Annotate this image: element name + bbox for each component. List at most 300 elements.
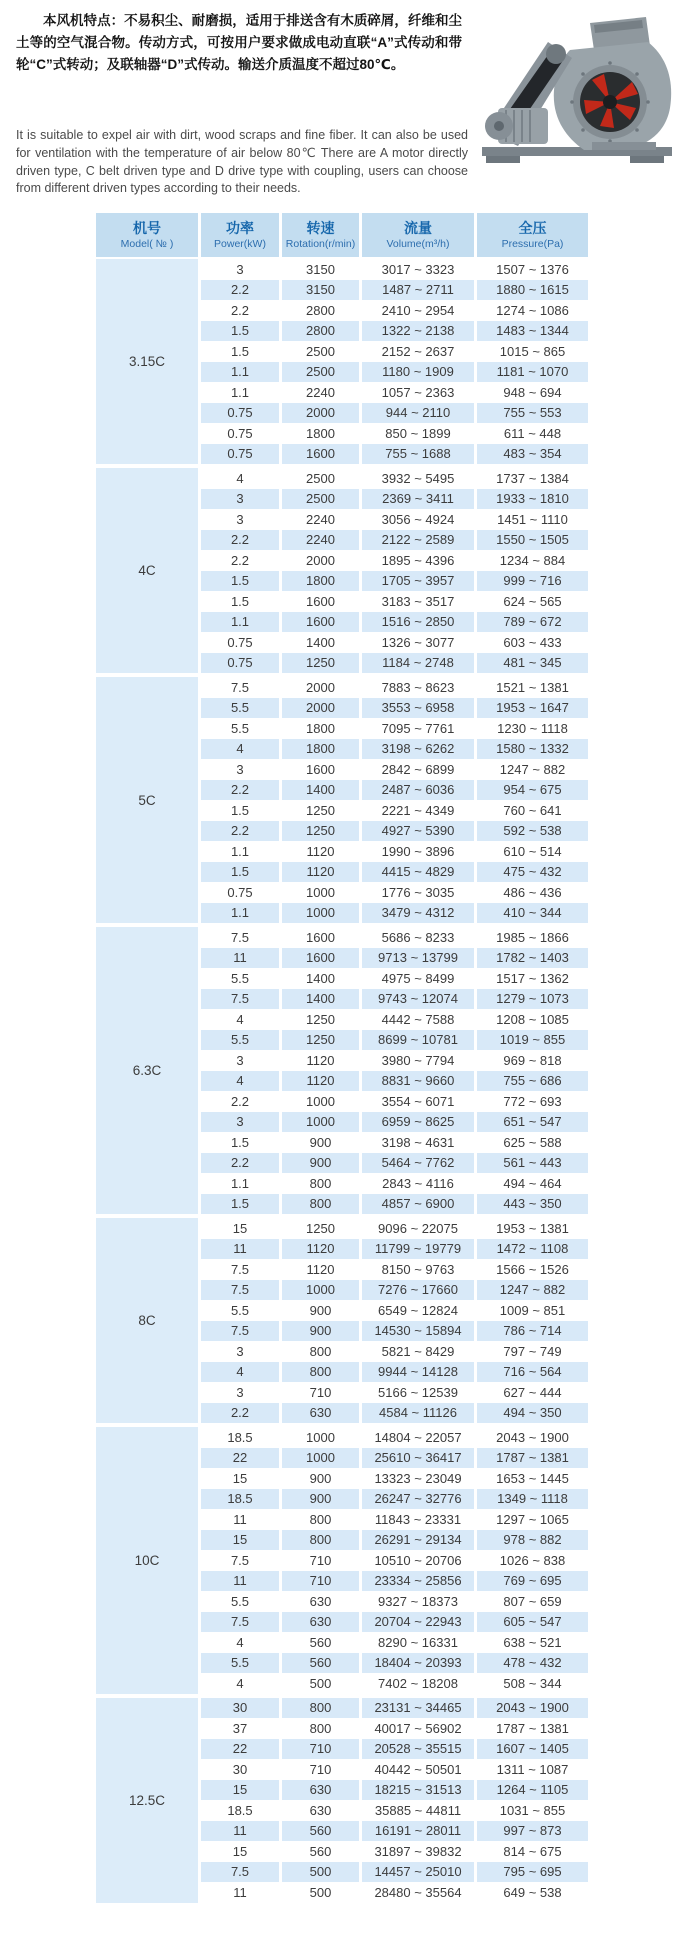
cell-pressure: 410 ~ 344: [477, 903, 588, 924]
cell-rotation: 500: [282, 1862, 362, 1883]
cell-pressure: 954 ~ 675: [477, 780, 588, 801]
cell-power: 5.5: [201, 1300, 282, 1321]
cell-power: 4: [201, 1362, 282, 1383]
header-rotation-zh: 转速: [306, 220, 335, 236]
cell-power: 11: [201, 948, 282, 969]
cell-volume: 3553 ~ 6958: [362, 698, 477, 719]
cell-rotation: 1120: [282, 1259, 362, 1280]
cell-pressure: 610 ~ 514: [477, 841, 588, 862]
table-row: [96, 259, 588, 280]
cell-power: 0.75: [201, 653, 282, 674]
cell-rotation: 2240: [282, 530, 362, 551]
cell-pressure: 1451 ~ 1110: [477, 509, 588, 530]
cell-rotation: 800: [282, 1194, 362, 1215]
cell-volume: 1895 ~ 4396: [362, 550, 477, 571]
cell-rotation: 1120: [282, 1050, 362, 1071]
cell-power: 7.5: [201, 989, 282, 1010]
header-pressure-zh: 全压: [518, 220, 547, 236]
cell-pressure: 1507 ~ 1376: [477, 259, 588, 280]
cell-power: 1.5: [201, 321, 282, 342]
cell-volume: 35885 ~ 44811: [362, 1800, 477, 1821]
cell-rotation: 630: [282, 1591, 362, 1612]
cell-pressure: 1985 ~ 1866: [477, 923, 588, 948]
cell-volume: 2122 ~ 2589: [362, 530, 477, 551]
model-cell: 3.15C: [96, 259, 201, 464]
cell-volume: 1516 ~ 2850: [362, 612, 477, 633]
cell-volume: 3980 ~ 7794: [362, 1050, 477, 1071]
cell-power: 1.5: [201, 1194, 282, 1215]
cell-pressure: 1787 ~ 1381: [477, 1448, 588, 1469]
cell-volume: 850 ~ 1899: [362, 423, 477, 444]
fan-product-image: [472, 16, 692, 168]
cell-volume: 7095 ~ 7761: [362, 718, 477, 739]
cell-rotation: 1600: [282, 759, 362, 780]
cell-power: 1.5: [201, 862, 282, 883]
cell-rotation: 1250: [282, 1030, 362, 1051]
cell-power: 1.1: [201, 903, 282, 924]
cell-rotation: 1400: [282, 780, 362, 801]
cell-rotation: 2800: [282, 300, 362, 321]
cell-rotation: 710: [282, 1382, 362, 1403]
cell-volume: 8831 ~ 9660: [362, 1071, 477, 1092]
cell-pressure: 948 ~ 694: [477, 382, 588, 403]
cell-power: 7.5: [201, 923, 282, 948]
cell-pressure: 651 ~ 547: [477, 1112, 588, 1133]
table-row: [96, 1694, 588, 1719]
cell-pressure: 2043 ~ 1900: [477, 1694, 588, 1719]
model-cell: 12.5C: [96, 1694, 201, 1903]
cell-power: 1.1: [201, 1173, 282, 1194]
cell-power: 4: [201, 1071, 282, 1092]
cell-power: 4: [201, 464, 282, 489]
cell-pressure: 611 ~ 448: [477, 423, 588, 444]
intro-chinese-paragraph: 本风机特点：不易积尘、耐磨损，适用于排送含有木质碎屑，纤维和尘土等的空气混合物。传动方式，可按用户要求做成电动直联“A”式传动和带轮“C”式转动；及联轴器“D”式传动。输送介质温度不超过80℃。: [16, 13, 462, 72]
cell-pressure: 483 ~ 354: [477, 444, 588, 465]
cell-power: 1.1: [201, 841, 282, 862]
cell-pressure: 797 ~ 749: [477, 1341, 588, 1362]
cell-power: 1.1: [201, 612, 282, 633]
cell-volume: 20704 ~ 22943: [362, 1612, 477, 1633]
cell-volume: 18215 ~ 31513: [362, 1780, 477, 1801]
cell-power: 11: [201, 1882, 282, 1903]
cell-volume: 4584 ~ 11126: [362, 1403, 477, 1424]
header-volume-zh: 流量: [404, 220, 432, 236]
cell-power: 2.2: [201, 780, 282, 801]
cell-rotation: 2000: [282, 403, 362, 424]
specifications-table: [96, 213, 588, 1903]
cell-rotation: 800: [282, 1694, 362, 1719]
cell-power: 7.5: [201, 1259, 282, 1280]
cell-pressure: 638 ~ 521: [477, 1632, 588, 1653]
cell-power: 2.2: [201, 1153, 282, 1174]
cell-rotation: 1600: [282, 444, 362, 465]
cell-rotation: 2500: [282, 362, 362, 383]
cell-volume: 23334 ~ 25856: [362, 1571, 477, 1592]
model-cell: 10C: [96, 1423, 201, 1694]
cell-rotation: 1600: [282, 948, 362, 969]
cell-rotation: 2500: [282, 489, 362, 510]
cell-power: 7.5: [201, 1612, 282, 1633]
cell-pressure: 625 ~ 588: [477, 1132, 588, 1153]
cell-rotation: 900: [282, 1489, 362, 1510]
cell-rotation: 1400: [282, 632, 362, 653]
cell-pressure: 716 ~ 564: [477, 1362, 588, 1383]
cell-power: 7.5: [201, 673, 282, 698]
cell-pressure: 1521 ~ 1381: [477, 673, 588, 698]
cell-power: 2.2: [201, 821, 282, 842]
cell-pressure: 807 ~ 659: [477, 1591, 588, 1612]
cell-power: 4: [201, 1632, 282, 1653]
cell-pressure: 649 ~ 538: [477, 1882, 588, 1903]
cell-volume: 1776 ~ 3035: [362, 882, 477, 903]
cell-power: 2.2: [201, 1403, 282, 1424]
cell-power: 5.5: [201, 718, 282, 739]
cell-power: 18.5: [201, 1423, 282, 1448]
header-model-en: Model( № ): [120, 238, 174, 250]
cell-pressure: 481 ~ 345: [477, 653, 588, 674]
table-row: [96, 1214, 588, 1239]
cell-volume: 40017 ~ 56902: [362, 1718, 477, 1739]
cell-rotation: 3150: [282, 259, 362, 280]
cell-rotation: 1120: [282, 862, 362, 883]
cell-power: 7.5: [201, 1550, 282, 1571]
cell-rotation: 900: [282, 1132, 362, 1153]
cell-pressure: 478 ~ 432: [477, 1653, 588, 1674]
cell-rotation: 1400: [282, 989, 362, 1010]
cell-volume: 9944 ~ 14128: [362, 1362, 477, 1383]
cell-pressure: 1933 ~ 1810: [477, 489, 588, 510]
cell-volume: 20528 ~ 35515: [362, 1739, 477, 1760]
table-row: [96, 923, 588, 948]
spec-table-body: [96, 259, 588, 1903]
cell-volume: 3198 ~ 4631: [362, 1132, 477, 1153]
header-volume: [362, 213, 477, 259]
cell-rotation: 1250: [282, 800, 362, 821]
cell-rotation: 710: [282, 1759, 362, 1780]
cell-pressure: 1247 ~ 882: [477, 1280, 588, 1301]
cell-volume: 8699 ~ 10781: [362, 1030, 477, 1051]
cell-pressure: 603 ~ 433: [477, 632, 588, 653]
cell-power: 2.2: [201, 530, 282, 551]
cell-pressure: 755 ~ 553: [477, 403, 588, 424]
cell-power: 0.75: [201, 423, 282, 444]
cell-pressure: 1230 ~ 1118: [477, 718, 588, 739]
cell-volume: 31897 ~ 39832: [362, 1841, 477, 1862]
cell-power: 22: [201, 1448, 282, 1469]
cell-rotation: 500: [282, 1673, 362, 1694]
cell-volume: 28480 ~ 35564: [362, 1882, 477, 1903]
cell-pressure: 1737 ~ 1384: [477, 464, 588, 489]
cell-rotation: 2500: [282, 341, 362, 362]
cell-volume: 1180 ~ 1909: [362, 362, 477, 383]
cell-rotation: 900: [282, 1300, 362, 1321]
table-header-row: [96, 213, 588, 259]
cell-volume: 3017 ~ 3323: [362, 259, 477, 280]
cell-rotation: 1400: [282, 968, 362, 989]
cell-volume: 1487 ~ 2711: [362, 280, 477, 301]
cell-power: 1.5: [201, 341, 282, 362]
cell-power: 15: [201, 1841, 282, 1862]
cell-rotation: 1120: [282, 1239, 362, 1260]
model-cell: 6.3C: [96, 923, 201, 1214]
cell-power: 3: [201, 1341, 282, 1362]
cell-rotation: 800: [282, 1718, 362, 1739]
table-row: [96, 1423, 588, 1448]
header-pressure-en: Pressure(Pa): [501, 238, 564, 250]
cell-power: 15: [201, 1468, 282, 1489]
cell-rotation: 2000: [282, 550, 362, 571]
cell-volume: 3479 ~ 4312: [362, 903, 477, 924]
cell-rotation: 800: [282, 1341, 362, 1362]
cell-power: 7.5: [201, 1280, 282, 1301]
cell-pressure: 1311 ~ 1087: [477, 1759, 588, 1780]
cell-volume: 4442 ~ 7588: [362, 1009, 477, 1030]
cell-volume: 2487 ~ 6036: [362, 780, 477, 801]
cell-rotation: 1000: [282, 1112, 362, 1133]
cell-power: 3: [201, 1112, 282, 1133]
model-cell: 8C: [96, 1214, 201, 1423]
cell-power: 0.75: [201, 444, 282, 465]
cell-pressure: 1953 ~ 1647: [477, 698, 588, 719]
cell-rotation: 1800: [282, 423, 362, 444]
cell-volume: 2152 ~ 2637: [362, 341, 477, 362]
cell-volume: 5821 ~ 8429: [362, 1341, 477, 1362]
cell-rotation: 2000: [282, 673, 362, 698]
cell-power: 15: [201, 1214, 282, 1239]
centrifugal-fan-illustration: [472, 16, 692, 168]
cell-power: 2.2: [201, 1091, 282, 1112]
cell-pressure: 1015 ~ 865: [477, 341, 588, 362]
cell-volume: 8290 ~ 16331: [362, 1632, 477, 1653]
cell-rotation: 1000: [282, 1423, 362, 1448]
cell-rotation: 800: [282, 1530, 362, 1551]
cell-rotation: 560: [282, 1632, 362, 1653]
cell-power: 0.75: [201, 632, 282, 653]
header-rotation-en: Rotation(r/min): [285, 238, 356, 250]
cell-rotation: 1800: [282, 739, 362, 760]
table-row: [96, 673, 588, 698]
header-model-zh: 机号: [133, 220, 161, 236]
cell-power: 1.1: [201, 362, 282, 383]
cell-pressure: 494 ~ 464: [477, 1173, 588, 1194]
cell-rotation: 900: [282, 1321, 362, 1342]
cell-pressure: 624 ~ 565: [477, 591, 588, 612]
cell-pressure: 814 ~ 675: [477, 1841, 588, 1862]
cell-rotation: 1250: [282, 821, 362, 842]
cell-rotation: 630: [282, 1780, 362, 1801]
model-cell: 4C: [96, 464, 201, 673]
cell-rotation: 3150: [282, 280, 362, 301]
cell-power: 1.5: [201, 591, 282, 612]
cell-rotation: 1250: [282, 1214, 362, 1239]
cell-power: 3: [201, 1050, 282, 1071]
cell-rotation: 900: [282, 1153, 362, 1174]
cell-pressure: 1234 ~ 884: [477, 550, 588, 571]
cell-pressure: 1026 ~ 838: [477, 1550, 588, 1571]
cell-power: 3: [201, 1382, 282, 1403]
intro-section: [0, 0, 700, 213]
cell-volume: 2369 ~ 3411: [362, 489, 477, 510]
cell-rotation: 1000: [282, 903, 362, 924]
cell-power: 15: [201, 1780, 282, 1801]
cell-power: 18.5: [201, 1489, 282, 1510]
cell-power: 37: [201, 1718, 282, 1739]
cell-pressure: 1653 ~ 1445: [477, 1468, 588, 1489]
cell-pressure: 1009 ~ 851: [477, 1300, 588, 1321]
cell-power: 3: [201, 259, 282, 280]
cell-power: 1.5: [201, 800, 282, 821]
cell-rotation: 2240: [282, 509, 362, 530]
cell-power: 0.75: [201, 882, 282, 903]
header-power-zh: 功率: [226, 220, 254, 236]
cell-pressure: 443 ~ 350: [477, 1194, 588, 1215]
cell-volume: 8150 ~ 9763: [362, 1259, 477, 1280]
cell-rotation: 560: [282, 1653, 362, 1674]
cell-pressure: 999 ~ 716: [477, 571, 588, 592]
cell-power: 4: [201, 1009, 282, 1030]
cell-pressure: 1274 ~ 1086: [477, 300, 588, 321]
cell-volume: 18404 ~ 20393: [362, 1653, 477, 1674]
cell-pressure: 755 ~ 686: [477, 1071, 588, 1092]
cell-pressure: 508 ~ 344: [477, 1673, 588, 1694]
cell-volume: 9096 ~ 22075: [362, 1214, 477, 1239]
cell-volume: 3183 ~ 3517: [362, 591, 477, 612]
cell-power: 2.2: [201, 300, 282, 321]
cell-power: 5.5: [201, 1653, 282, 1674]
cell-pressure: 1264 ~ 1105: [477, 1780, 588, 1801]
cell-rotation: 630: [282, 1403, 362, 1424]
cell-volume: 3056 ~ 4924: [362, 509, 477, 530]
cell-volume: 10510 ~ 20706: [362, 1550, 477, 1571]
cell-rotation: 1000: [282, 882, 362, 903]
cell-volume: 16191 ~ 28011: [362, 1821, 477, 1842]
cell-volume: 13323 ~ 23049: [362, 1468, 477, 1489]
cell-power: 11: [201, 1239, 282, 1260]
cell-volume: 14804 ~ 22057: [362, 1423, 477, 1448]
cell-pressure: 1953 ~ 1381: [477, 1214, 588, 1239]
cell-volume: 9327 ~ 18373: [362, 1591, 477, 1612]
cell-volume: 1705 ~ 3957: [362, 571, 477, 592]
header-model: [96, 213, 201, 259]
cell-pressure: 760 ~ 641: [477, 800, 588, 821]
cell-volume: 1322 ~ 2138: [362, 321, 477, 342]
cell-pressure: 772 ~ 693: [477, 1091, 588, 1112]
cell-volume: 5686 ~ 8233: [362, 923, 477, 948]
cell-power: 4: [201, 1673, 282, 1694]
cell-pressure: 1247 ~ 882: [477, 759, 588, 780]
cell-pressure: 997 ~ 873: [477, 1821, 588, 1842]
cell-rotation: 630: [282, 1800, 362, 1821]
cell-pressure: 978 ~ 882: [477, 1530, 588, 1551]
cell-pressure: 1181 ~ 1070: [477, 362, 588, 383]
cell-pressure: 1880 ~ 1615: [477, 280, 588, 301]
cell-rotation: 560: [282, 1821, 362, 1842]
cell-volume: 1990 ~ 3896: [362, 841, 477, 862]
cell-rotation: 1600: [282, 612, 362, 633]
cell-volume: 5464 ~ 7762: [362, 1153, 477, 1174]
cell-power: 11: [201, 1509, 282, 1530]
cell-rotation: 1800: [282, 571, 362, 592]
cell-volume: 14530 ~ 15894: [362, 1321, 477, 1342]
cell-rotation: 2240: [282, 382, 362, 403]
cell-volume: 6549 ~ 12824: [362, 1300, 477, 1321]
cell-pressure: 494 ~ 350: [477, 1403, 588, 1424]
cell-pressure: 1019 ~ 855: [477, 1030, 588, 1051]
cell-rotation: 710: [282, 1739, 362, 1760]
cell-rotation: 2000: [282, 698, 362, 719]
cell-rotation: 1600: [282, 591, 362, 612]
cell-rotation: 500: [282, 1882, 362, 1903]
header-power: [201, 213, 282, 259]
cell-rotation: 1800: [282, 718, 362, 739]
cell-rotation: 2500: [282, 464, 362, 489]
cell-volume: 7883 ~ 8623: [362, 673, 477, 698]
cell-volume: 3932 ~ 5495: [362, 464, 477, 489]
cell-pressure: 1787 ~ 1381: [477, 1718, 588, 1739]
cell-pressure: 1566 ~ 1526: [477, 1259, 588, 1280]
cell-power: 1.5: [201, 571, 282, 592]
cell-volume: 2410 ~ 2954: [362, 300, 477, 321]
cell-volume: 1326 ~ 3077: [362, 632, 477, 653]
cell-power: 22: [201, 1739, 282, 1760]
header-volume-en: Volume(m³/h): [386, 238, 450, 250]
cell-volume: 944 ~ 2110: [362, 403, 477, 424]
cell-volume: 9713 ~ 13799: [362, 948, 477, 969]
cell-power: 1.5: [201, 1132, 282, 1153]
cell-volume: 7402 ~ 18208: [362, 1673, 477, 1694]
cell-pressure: 1550 ~ 1505: [477, 530, 588, 551]
cell-power: 2.2: [201, 280, 282, 301]
cell-volume: 26291 ~ 29134: [362, 1530, 477, 1551]
cell-power: 30: [201, 1759, 282, 1780]
cell-rotation: 1250: [282, 653, 362, 674]
cell-rotation: 800: [282, 1362, 362, 1383]
cell-power: 7.5: [201, 1321, 282, 1342]
cell-volume: 26247 ~ 32776: [362, 1489, 477, 1510]
cell-volume: 9743 ~ 12074: [362, 989, 477, 1010]
cell-rotation: 710: [282, 1571, 362, 1592]
cell-rotation: 1000: [282, 1448, 362, 1469]
cell-pressure: 475 ~ 432: [477, 862, 588, 883]
cell-rotation: 1000: [282, 1280, 362, 1301]
cell-power: 5.5: [201, 1591, 282, 1612]
cell-pressure: 1517 ~ 1362: [477, 968, 588, 989]
cell-rotation: 2800: [282, 321, 362, 342]
cell-pressure: 561 ~ 443: [477, 1153, 588, 1174]
cell-rotation: 560: [282, 1841, 362, 1862]
cell-volume: 3198 ~ 6262: [362, 739, 477, 760]
cell-power: 3: [201, 509, 282, 530]
cell-volume: 4927 ~ 5390: [362, 821, 477, 842]
cell-pressure: 1580 ~ 1332: [477, 739, 588, 760]
cell-pressure: 1208 ~ 1085: [477, 1009, 588, 1030]
cell-power: 5.5: [201, 698, 282, 719]
cell-volume: 4975 ~ 8499: [362, 968, 477, 989]
cell-volume: 11843 ~ 23331: [362, 1509, 477, 1530]
cell-pressure: 1782 ~ 1403: [477, 948, 588, 969]
cell-pressure: 786 ~ 714: [477, 1321, 588, 1342]
cell-volume: 4857 ~ 6900: [362, 1194, 477, 1215]
cell-power: 0.75: [201, 403, 282, 424]
table-row: [96, 464, 588, 489]
cell-volume: 2843 ~ 4116: [362, 1173, 477, 1194]
cell-volume: 25610 ~ 36417: [362, 1448, 477, 1469]
cell-volume: 2221 ~ 4349: [362, 800, 477, 821]
cell-power: 18.5: [201, 1800, 282, 1821]
cell-volume: 40442 ~ 50501: [362, 1759, 477, 1780]
cell-volume: 755 ~ 1688: [362, 444, 477, 465]
cell-power: 5.5: [201, 968, 282, 989]
